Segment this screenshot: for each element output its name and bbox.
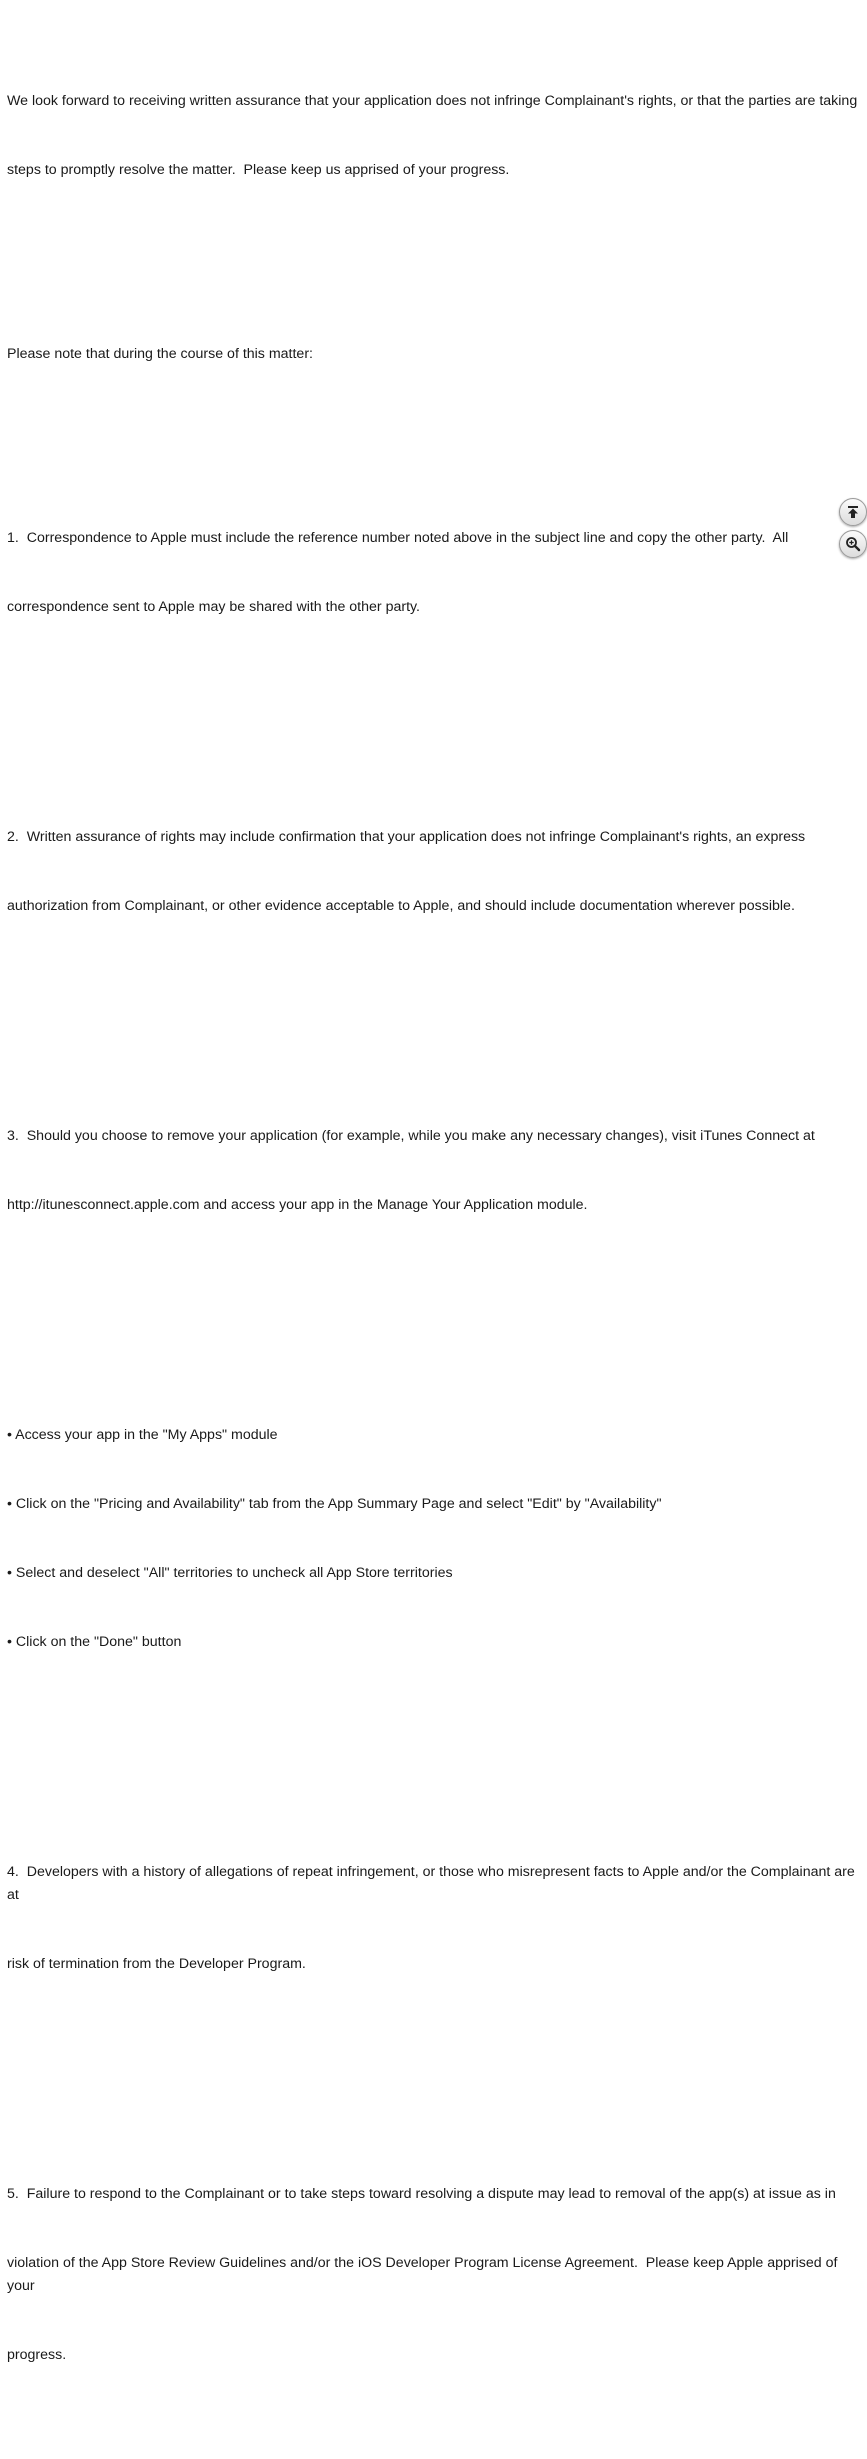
numbered-item-3 xyxy=(7,1079,863,1263)
spacer xyxy=(7,1010,863,1033)
paragraph-written-assurance xyxy=(7,44,863,228)
numbered-item-4 xyxy=(7,1815,863,2022)
text-line: violation of the App Store Review Guidelines and/or the iOS Developer Program License Agreement. Please keep Apple apprised of your xyxy=(7,2255,842,2294)
text-line: progress. xyxy=(7,2347,67,2363)
email-body-text xyxy=(7,0,863,2459)
magnifier-icon xyxy=(845,536,861,552)
spacer xyxy=(7,412,863,435)
text-line: authorization from Complainant, or other evidence acceptable to Apple, and should include documentation wherever possible. xyxy=(7,898,795,914)
scroll-to-top-button[interactable] xyxy=(839,498,867,526)
bullet-item: • Click on the "Pricing and Availability" tab from the App Summary Page and select "Edit" by "Availability" xyxy=(7,1496,662,1512)
text-line: 1. Correspondence to Apple must include the reference number noted above in the subject line and copy the other party. All xyxy=(7,530,789,546)
text-line: 5. Failure to respond to the Complainant or to take steps toward resolving a dispute may lead to removal of the app(s) at issue as in xyxy=(7,2186,836,2202)
paragraph-please-note: Please note that during the course of this matter: xyxy=(7,346,313,362)
arrow-to-top-icon xyxy=(846,505,860,519)
text-line: 2. Written assurance of rights may include confirmation that your application does not infringe Complainant's rights, an express xyxy=(7,829,806,845)
bullet-item: • Access your app in the "My Apps" module xyxy=(7,1427,278,1443)
spacer xyxy=(7,2068,863,2091)
spacer xyxy=(7,1309,863,1332)
bullet-item: • Click on the "Done" button xyxy=(7,1634,182,1650)
text-line: 4. Developers with a history of allegations of repeat infringement, or those who misrepresent facts to Apple and/or the Complainant are at xyxy=(7,1864,859,1903)
bullet-item: • Select and deselect "All" territories to uncheck all App Store territories xyxy=(7,1565,453,1581)
text-line: risk of termination from the Developer Program. xyxy=(7,1956,306,1972)
zoom-button[interactable] xyxy=(839,530,867,558)
numbered-item-1 xyxy=(7,481,863,665)
numbered-item-5 xyxy=(7,2137,863,2413)
spacer xyxy=(7,274,863,297)
spacer xyxy=(7,711,863,734)
text-line: correspondence sent to Apple may be shared with the other party. xyxy=(7,599,420,615)
text-line: steps to promptly resolve the matter. Please keep us apprised of your progress. xyxy=(7,162,510,178)
text-line: We look forward to receiving written assurance that your application does not infringe Complainant's rights, or that the parties are taking xyxy=(7,93,858,109)
text-line: http://itunesconnect.apple.com and access your app in the Manage Your Application module. xyxy=(7,1197,588,1213)
spacer xyxy=(7,1746,863,1769)
bullet-list xyxy=(7,1378,863,1700)
text-line: 3. Should you choose to remove your application (for example, while you make any necessary changes), visit iTunes Connect at xyxy=(7,1128,815,1144)
numbered-item-2 xyxy=(7,780,863,964)
